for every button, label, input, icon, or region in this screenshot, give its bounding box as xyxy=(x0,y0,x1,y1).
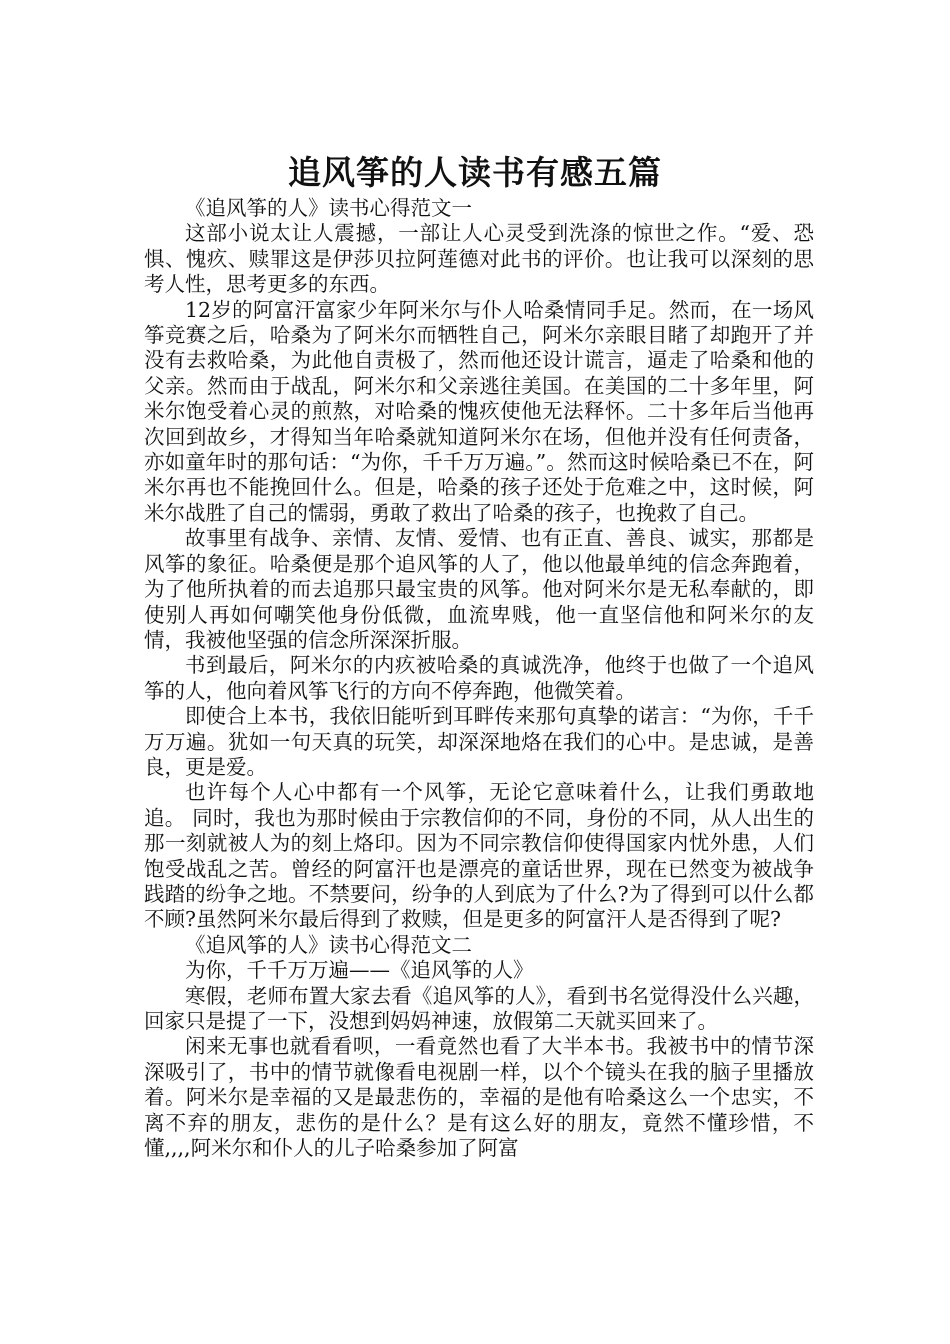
paragraph: 12岁的阿富汗富家少年阿米尔与仆人哈桑情同手足。然而，在一场风筝竞赛之后，哈桑为了阿米尔而牺牲自己，阿米尔亲眼目睹了却跑开了并没有去救哈桑，为此他自责极了，然而他还设计谎言，逼走了哈桑和他的父亲。然而由于战乱，阿米尔和父亲逃往美国。在美国的二十多年里，阿米尔饱受着心灵的煎熬，对哈桑的愧疚使他无法释怀。二十多年后当他再次回到故乡，才得知当年哈桑就知道阿米尔在场，但他并没有任何责备，亦如童年时的那句话：“为你，千千万万遍。”。然而这时候哈桑已不在，阿米尔再也不能挽回什么。但是，哈桑的孩子还处于危难之中，这时候，阿米尔战胜了自己的懦弱，勇敢了救出了哈桑的孩子，也挽救了自己。 xyxy=(144,297,814,525)
paragraph: 《追风筝的人》读书心得范文一 xyxy=(185,196,472,220)
paragraph: 《追风筝的人》读书心得范文二 xyxy=(185,932,472,957)
paragraph: 故事里有战争、亲情、友情、爱情、也有正直、善良、诚实，那都是风筝的象征。哈桑便是那个追风筝的人了，他以他最单纯的信念奔跑着，为了他所执着的而去追那只最宝贵的风筝。他对阿米尔是无私奉献的，即使别人再如何嘲笑他身份低微，血流卑贱，他一直坚信他和阿米尔的友情，我被他坚强的信念所深深折服。 xyxy=(144,526,814,652)
paragraph: 也许每个人心中都有一个风筝，无论它意味着什么，让我们勇敢地追。 同时，我也为那时候由于宗教信仰的不同，身份的不同，从人出生的那一刻就被人为的刻上烙印。因为不同宗教信仰使得国家内忧外患，人们饱受战乱之苦。曾经的阿富汗也是漂亮的童话世界，现在已然变为被战争践踏的纷争之地。不禁要问，纷争的人到底为了什么?为了得到可以什么都不顾?虽然阿米尔最后得到了救赎，但是更多的阿富汗人是否得到了呢? xyxy=(144,780,814,932)
paragraph: 闲来无事也就看看呗，一看竟然也看了大半本书。我被书中的情节深深吸引了，书中的情节就像看电视剧一样，以个个镜头在我的脑子里播放着。阿米尔是幸福的又是最悲伤的，幸福的是他有哈桑这么一个忠实，不离不弃的朋友，悲伤的是什么？是有这么好的朋友，竟然不懂珍惜，不懂,,,,阿米尔和仆人的儿子哈桑参加了阿富 xyxy=(144,1034,814,1161)
paragraph: 即使合上本书，我依旧能听到耳畔传来那句真挚的诺言：“为你，千千万万遍。犹如一句天真的玩笑，却深深地烙在我们的心中。是忠诚，是善良，更是爱。 xyxy=(144,704,814,779)
paragraph: 这部小说太让人震撼，一部让人心灵受到洗涤的惊世之作。“爱、恐惧、愧疚、赎罪这是伊莎贝拉阿莲德对此书的评价。也让我可以深刻的思考人性，思考更多的东西。 xyxy=(144,221,814,297)
document-title: 追风筝的人读书有感五篇 xyxy=(288,153,662,193)
paragraph: 书到最后，阿米尔的内疚被哈桑的真诚洗净，他终于也做了一个追风筝的人，他向着风筝飞行的方向不停奔跑，他微笑着。 xyxy=(144,653,814,703)
paragraph: 寒假，老师布置大家去看《追风筝的人》，看到书名觉得没什么兴趣，回家只是提了一下，没想到妈妈神速，放假第二天就买回来了。 xyxy=(144,983,814,1033)
paragraph: 为你，千千万万遍——《追风筝的人》 xyxy=(185,958,534,983)
document-body xyxy=(144,196,814,1161)
